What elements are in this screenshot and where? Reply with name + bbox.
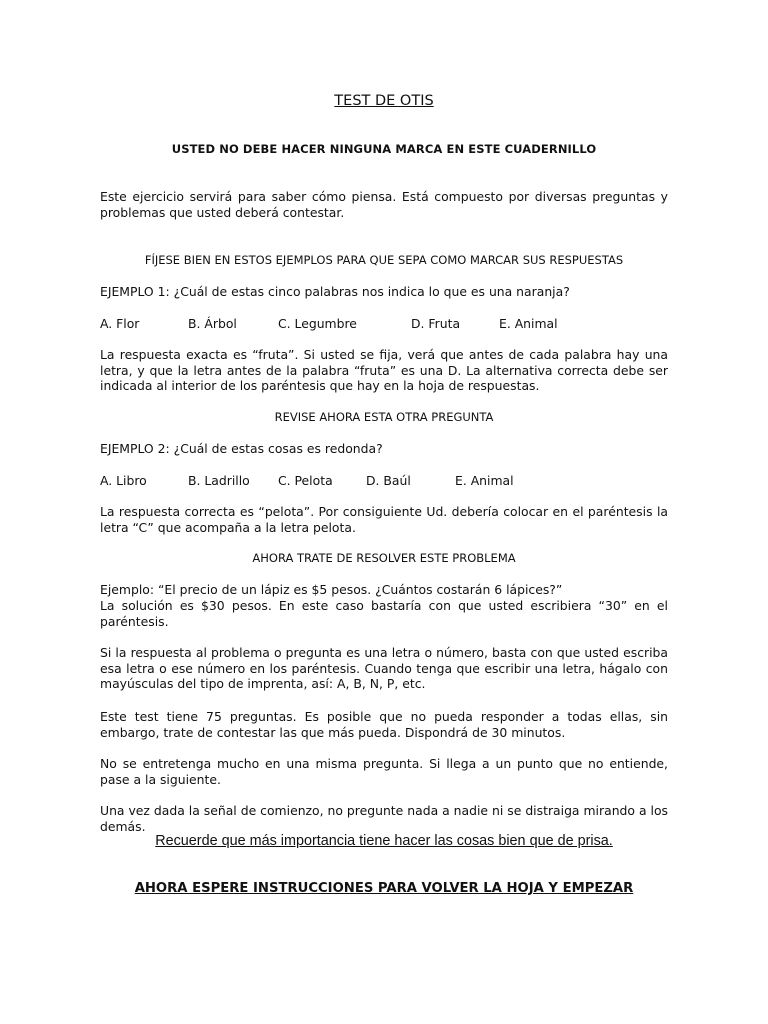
reminder-line: Recuerde que más importancia tiene hacer las cosas bien que de prisa. xyxy=(155,833,613,849)
page-title: TEST DE OTIS xyxy=(334,93,434,109)
example2-option-e: E. Animal xyxy=(455,473,514,488)
example2-option-c: C. Pelota xyxy=(278,473,333,488)
example1-option-a: A. Flor xyxy=(100,316,140,331)
example1-question: EJEMPLO 1: ¿Cuál de estas cinco palabras nos indica lo que es una naranja? xyxy=(100,284,570,299)
instruction-paragraph: Una vez dada la señal de comienzo, no pregunte nada a nadie ni se distraiga mirando a los demás. xyxy=(100,803,668,834)
problem-example: Ejemplo: “El precio de un lápiz es $5 pesos. ¿Cuántos costarán 6 lápices?” xyxy=(100,582,563,597)
problem-heading: AHORA TRATE DE RESOLVER ESTE PROBLEMA xyxy=(252,551,516,565)
final-instruction: AHORA ESPERE INSTRUCCIONES PARA VOLVER LA HOJA Y EMPEZAR xyxy=(134,881,634,896)
instruction-paragraph: Si la respuesta al problema o pregunta es una letra o número, basta con que usted escriba esa letra o ese número en los paréntesis. Cuando tenga que escribir una letra, hágalo con mayúsculas del tipo de imprenta, así: A, B, N, P, etc. xyxy=(100,645,668,691)
example2-option-b: B. Ladrillo xyxy=(188,473,250,488)
intro-paragraph: Este ejercicio servirá para saber cómo piensa. Está compuesto por diversas preguntas y problemas que usted deberá contestar. xyxy=(100,189,668,220)
example1-option-d: D. Fruta xyxy=(411,316,461,331)
example1-option-e: E. Animal xyxy=(499,316,558,331)
problem-solution: La solución es $30 pesos. En este caso bastaría con que usted escribiera “30” en el paréntesis. xyxy=(100,598,668,629)
warning-notice: USTED NO DEBE HACER NINGUNA MARCA EN ESTE CUADERNILLO xyxy=(171,142,597,156)
instruction-paragraph: No se entretenga mucho en una misma pregunta. Si llega a un punto que no entiende, pase a la siguiente. xyxy=(100,756,668,787)
examples-heading: FÍJESE BIEN EN ESTOS EJEMPLOS PARA QUE SEPA COMO MARCAR SUS RESPUESTAS xyxy=(144,253,624,267)
example2-option-a: A. Libro xyxy=(100,473,147,488)
example2-question: EJEMPLO 2: ¿Cuál de estas cosas es redonda? xyxy=(100,441,383,456)
example2-explanation: La respuesta correcta es “pelota”. Por consiguiente Ud. debería colocar en el paréntesis la letra “C” que acompaña a la letra pelota. xyxy=(100,504,668,535)
example1-option-b: B. Árbol xyxy=(188,316,237,331)
example2-option-d: D. Baúl xyxy=(366,473,411,488)
example1-explanation: La respuesta exacta es “fruta”. Si usted se fija, verá que antes de cada palabra hay una letra, y que la letra antes de la palabra “fruta” es una D. La alternativa correcta debe ser indicada al interior de los paréntesis que hay en la hoja de respuestas. xyxy=(100,347,668,393)
example1-option-c: C. Legumbre xyxy=(278,316,357,331)
review-heading: REVISE AHORA ESTA OTRA PREGUNTA xyxy=(274,410,494,424)
instruction-paragraph: Este test tiene 75 preguntas. Es posible que no pueda responder a todas ellas, sin embargo, trate de contestar las que más pueda. Dispondrá de 30 minutos. xyxy=(100,709,668,740)
